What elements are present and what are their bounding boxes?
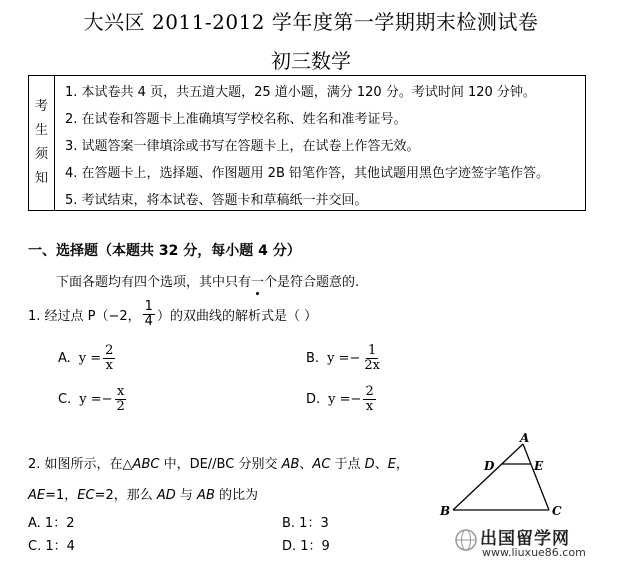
- option-lhs: y =: [78, 350, 102, 366]
- question-2-text: AB: [197, 488, 215, 503]
- intro-text: 下面各题均有四个选项，其中只有: [56, 275, 252, 290]
- point-fraction: [143, 300, 155, 328]
- question-2-text: 与: [175, 488, 198, 503]
- q2-option-d: D. 1：9: [282, 539, 330, 554]
- option-sign: −: [101, 391, 113, 407]
- notice-rule: 5. 考试结束，将本试卷、答题卡和草稿纸一并交回。: [65, 193, 368, 208]
- question-2-text: AC: [312, 457, 331, 472]
- candidate-notice-box: [28, 75, 586, 211]
- vertex-label-e: E: [534, 459, 544, 473]
- question-2-text: ABC: [132, 457, 160, 472]
- emphasis-mark: 一: [251, 275, 265, 290]
- question-2-text: ，: [395, 457, 409, 472]
- notice-label-char: 须: [34, 147, 48, 162]
- option-sign: −: [350, 391, 362, 407]
- question-2-text: =2，那么: [94, 488, 157, 503]
- question-2-text: 于点: [330, 457, 365, 472]
- triangle-figure: [436, 430, 576, 522]
- exam-subject: 初三数学: [271, 49, 351, 73]
- option-fraction: [115, 385, 127, 413]
- watermark-url: www.liuxue86.com: [482, 546, 586, 559]
- option-label: A.: [58, 350, 71, 366]
- q1-option-c: [58, 385, 129, 413]
- question-1-text: 1. 经过点 P（−2，: [28, 308, 141, 324]
- notice-rule: 1. 本试卷共 4 页，共五道大题，25 道小题，满分 120 分。考试时间 120 分钟。: [65, 85, 536, 100]
- site-watermark: [452, 524, 616, 560]
- option-fraction: [363, 385, 375, 413]
- globe-logo-icon: [454, 528, 478, 552]
- question-1: [28, 300, 317, 328]
- option-label: C.: [58, 391, 72, 407]
- question-2-text: D: [364, 457, 375, 472]
- notice-rule: 4. 在答题卡上，选择题、作图题用 2B 铅笔作答，其他试题用黑色字迹签字笔作答。: [65, 166, 549, 181]
- question-2-text: AE: [28, 488, 46, 503]
- question-2-line-1: [28, 453, 409, 472]
- notice-label-char: 生: [34, 123, 48, 138]
- watermark-text: 出国留学网: [480, 529, 570, 549]
- q2-option-c: C. 1：4: [28, 539, 75, 554]
- fraction-numerator: 1: [368, 343, 377, 358]
- question-2-text: EC: [77, 488, 95, 503]
- q1-option-b: [306, 344, 384, 372]
- side-ab: [453, 444, 523, 510]
- question-2-text: =1，: [45, 488, 78, 503]
- question-2-text: E: [387, 457, 396, 472]
- q1-option-a: [58, 344, 117, 372]
- notice-rules: [65, 79, 581, 214]
- question-2-text: AD: [156, 488, 176, 503]
- fraction-numerator: x: [116, 384, 125, 399]
- fraction-numerator: 1: [144, 299, 153, 314]
- vertex-label-c: C: [552, 504, 562, 518]
- vertex-label-a: A: [520, 431, 530, 445]
- fraction-denominator: x: [105, 357, 113, 373]
- question-2-text: 中，DE//BC 分别交: [159, 457, 282, 472]
- notice-label: [29, 76, 55, 210]
- option-fraction: [362, 344, 382, 372]
- fraction-denominator: 4: [144, 313, 153, 329]
- option-sign: −: [349, 350, 361, 366]
- notice-label-char: 考: [34, 99, 48, 114]
- option-lhs: y =: [328, 391, 351, 407]
- question-2-text: 的比为: [214, 488, 258, 503]
- notice-label-char: 知: [34, 171, 48, 186]
- fraction-numerator: 2: [105, 343, 114, 358]
- notice-rule: 3. 试题答案一律填涂或书写在答题卡上，在试卷上作答无效。: [65, 139, 420, 154]
- q2-option-a: A. 1：2: [28, 516, 75, 531]
- notice-rule: 2. 在试卷和答题卡上准确填写学校名称、姓名和准考证号。: [65, 112, 407, 127]
- option-label: D.: [306, 391, 321, 407]
- section-intro: [56, 271, 359, 290]
- fraction-denominator: x: [365, 398, 374, 414]
- fraction-denominator: 2x: [364, 357, 380, 373]
- vertex-label-d: D: [484, 459, 495, 473]
- fraction-numerator: 2: [365, 384, 374, 399]
- section-heading: 一、选择题（本题共 32 分，每小题 4 分）: [28, 243, 301, 259]
- side-ac: [523, 444, 549, 510]
- option-fraction: [103, 344, 115, 372]
- fraction-denominator: 2: [116, 398, 125, 414]
- option-lhs: y =: [79, 391, 102, 407]
- intro-text: 个是符合题意的.: [264, 275, 360, 290]
- question-1-text: ）的双曲线的解析式是（ ）: [156, 308, 318, 324]
- question-2-line-2: [28, 484, 258, 503]
- option-label: B.: [306, 350, 320, 366]
- question-2-text: 、: [374, 457, 388, 472]
- exam-title: 大兴区 2011-2012 学年度第一学期期末检测试卷: [83, 10, 539, 34]
- question-2-text: 2. 如图所示，在△: [28, 457, 133, 472]
- option-lhs: y =: [327, 350, 350, 366]
- question-2-text: AB: [281, 457, 300, 472]
- q2-option-b: B. 1：3: [282, 516, 329, 531]
- question-2-text: 、: [299, 457, 313, 472]
- q1-option-d: [306, 385, 378, 413]
- vertex-label-b: B: [440, 504, 451, 518]
